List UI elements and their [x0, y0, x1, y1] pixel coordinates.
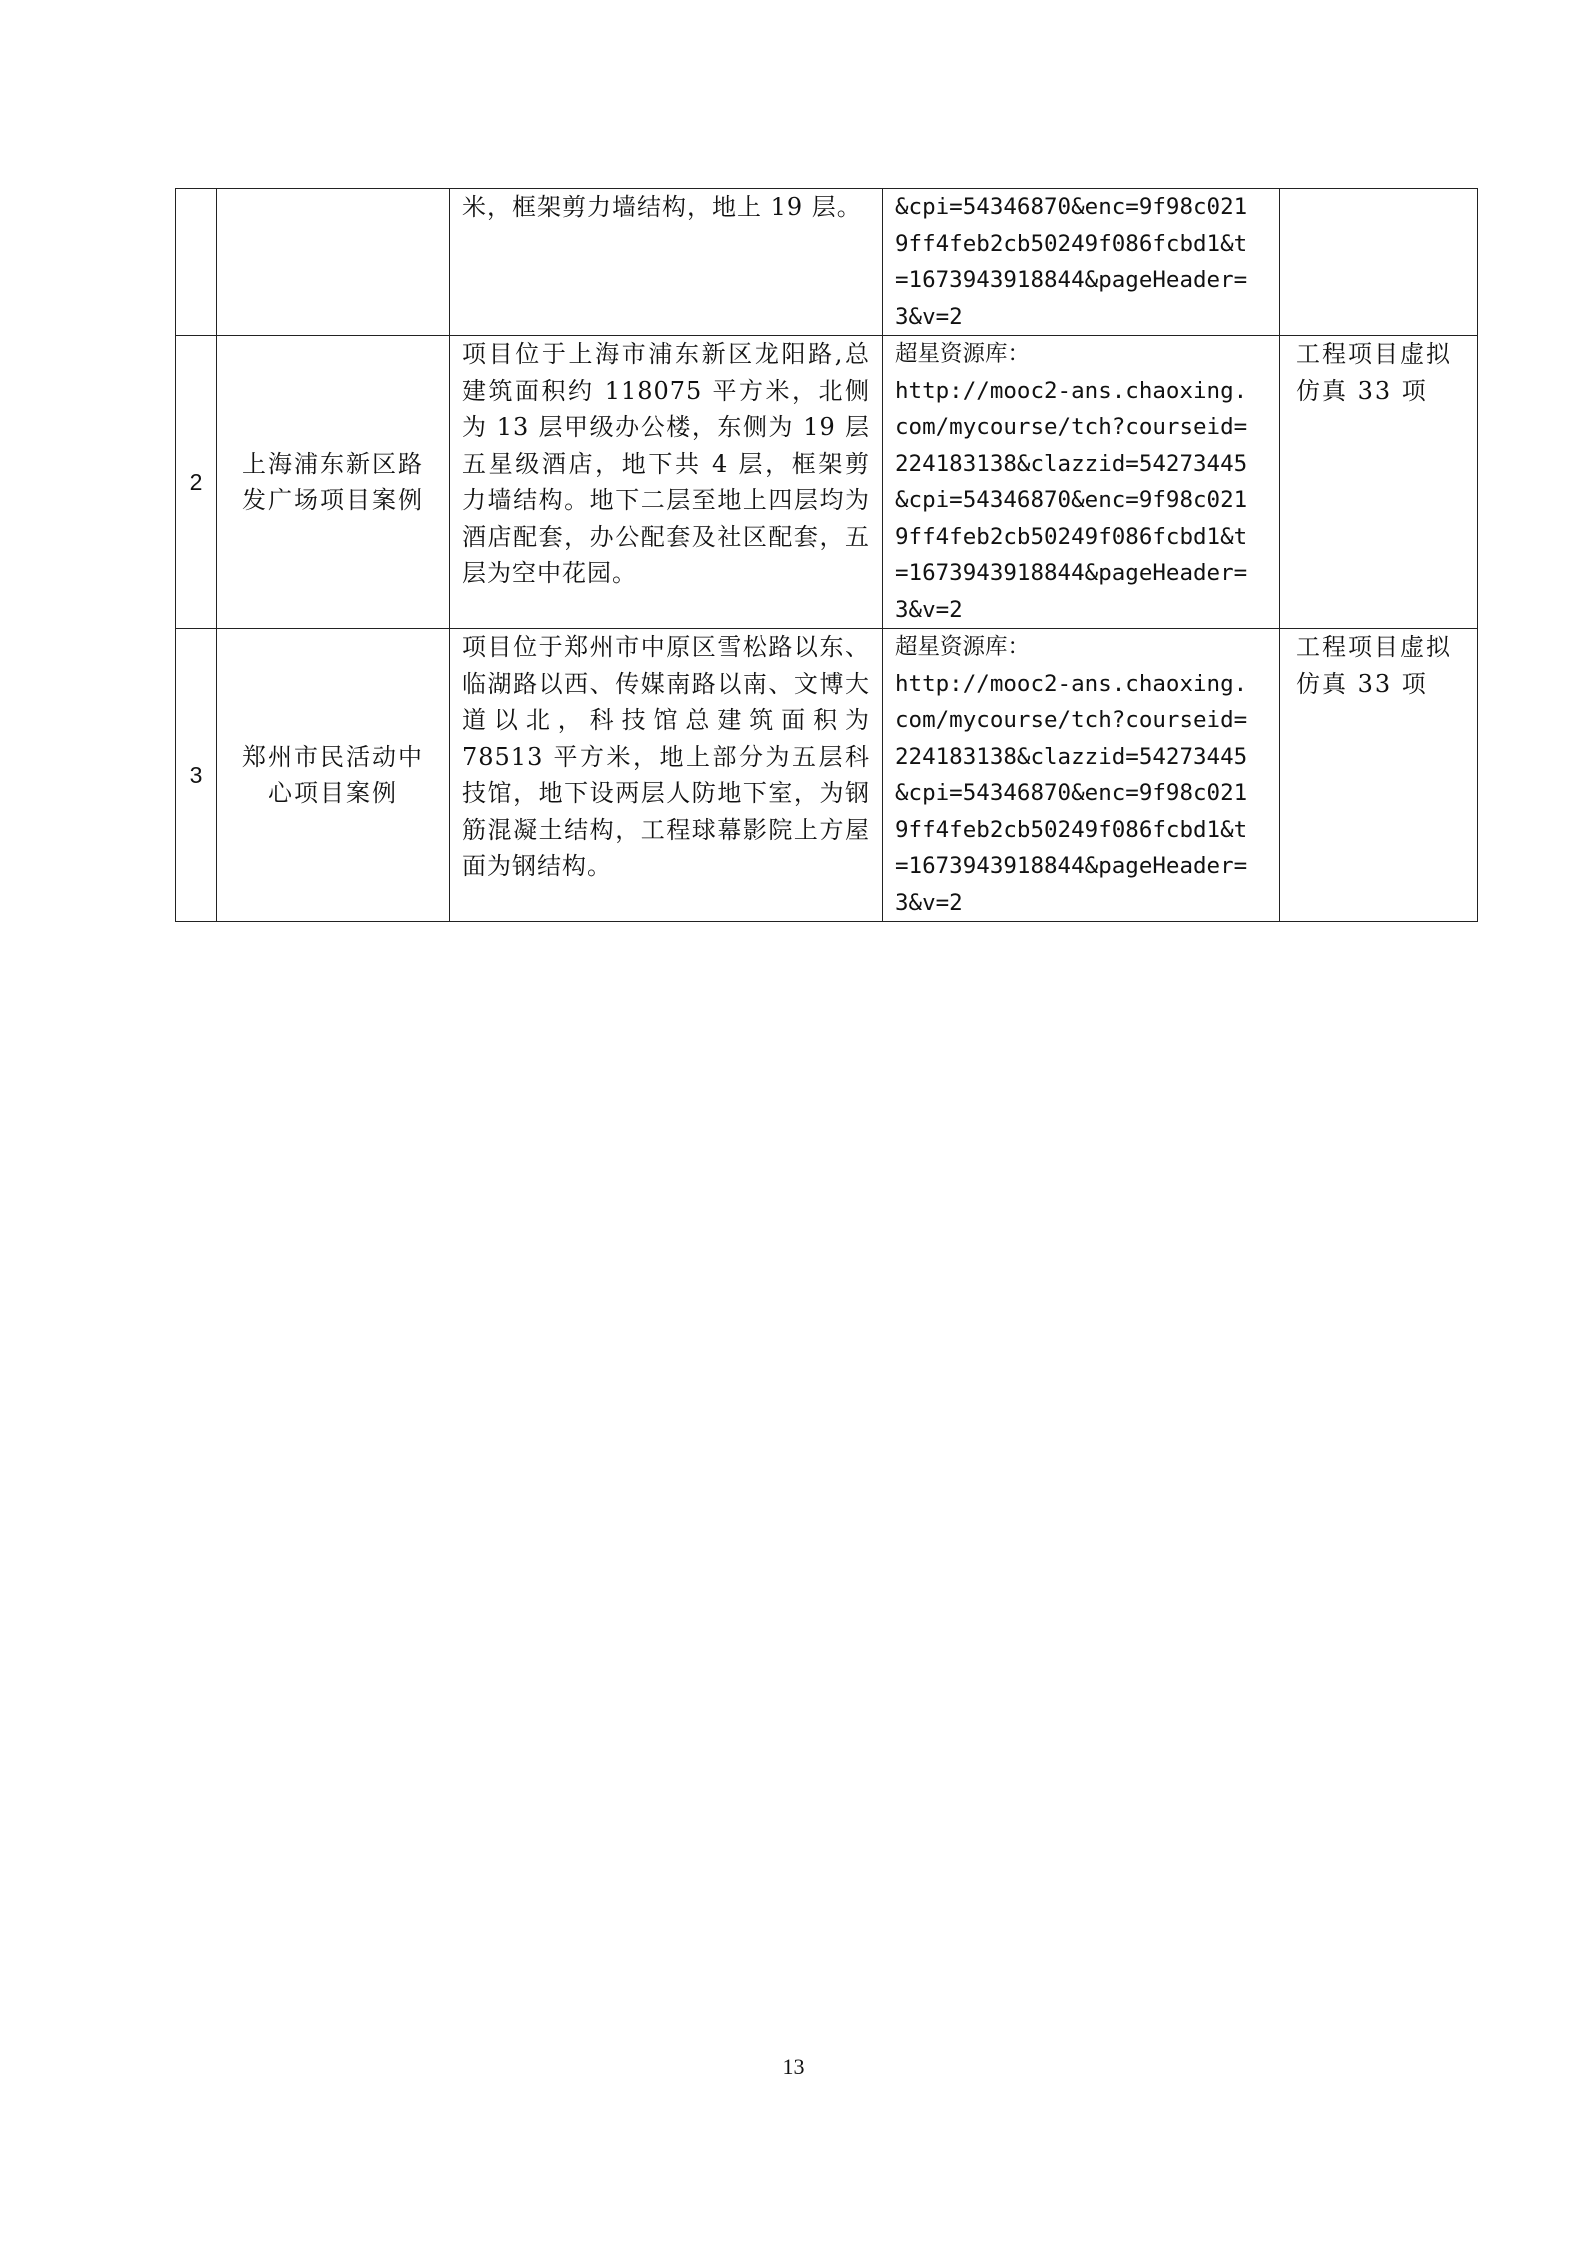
resource-link-cell — [883, 629, 1280, 922]
resource-link-cell — [883, 336, 1280, 629]
row-number-cell — [176, 189, 217, 336]
row-number-cell: 3 — [176, 629, 217, 922]
project-description-cell: 项目位于郑州市中原区雪松路以东、临湖路以西、传媒南路以南、文博大道以北，科技馆总建筑面积为 78513 平方米，地上部分为五层科技馆，地下设两层人防地下室，为钢筋混凝土结构，工程球幕影院上方屋面为钢结构。 — [450, 629, 883, 922]
table-row — [176, 336, 1478, 629]
resource-type-cell — [1280, 189, 1478, 336]
table-row — [176, 629, 1478, 922]
resource-table — [175, 188, 1478, 922]
resource-type-cell: 工程项目虚拟仿真 33 项 — [1280, 629, 1478, 922]
resource-link-text[interactable]: &cpi=54346870&enc=9f98c021 9ff4feb2cb50249f086fcbd1&t =1673943918844&pageHeader= 3&v=2 — [895, 194, 1248, 330]
project-description-cell: 项目位于上海市浦东新区龙阳路,总建筑面积约 118075 平方米，北侧为 13 层甲级办公楼，东侧为 19 层五星级酒店，地下共 4 层，框架剪力墙结构。地下二层至地上四层均为酒店配套，办公配套及社区配套，五层为空中花园。 — [450, 336, 883, 629]
page-number: 13 — [782, 2054, 805, 2079]
resource-type-cell: 工程项目虚拟仿真 33 项 — [1280, 336, 1478, 629]
project-description-cell: 米，框架剪力墙结构，地上 19 层。 — [450, 189, 883, 336]
row-number-cell: 2 — [176, 336, 217, 629]
project-name-cell — [217, 189, 450, 336]
table-row — [176, 189, 1478, 336]
project-name-cell: 上海浦东新区路发广场项目案例 — [217, 336, 450, 629]
resource-link-text[interactable]: 超星资源库： http://mooc2-ans.chaoxing. com/mycourse/tch?courseid= 224183138&clazzid=54273445 &cpi=54346870&enc=9f98c021 9ff4feb2cb50249f086fcbd1&t =1673943918844&pageHeader= 3&v=2 — [895, 341, 1248, 623]
resource-link-cell — [883, 189, 1280, 336]
project-name-cell: 郑州市民活动中心项目案例 — [217, 629, 450, 922]
resource-link-text[interactable]: 超星资源库： http://mooc2-ans.chaoxing. com/mycourse/tch?courseid= 224183138&clazzid=54273445 &cpi=54346870&enc=9f98c021 9ff4feb2cb50249f086fcbd1&t =1673943918844&pageHeader= 3&v=2 — [895, 634, 1248, 916]
